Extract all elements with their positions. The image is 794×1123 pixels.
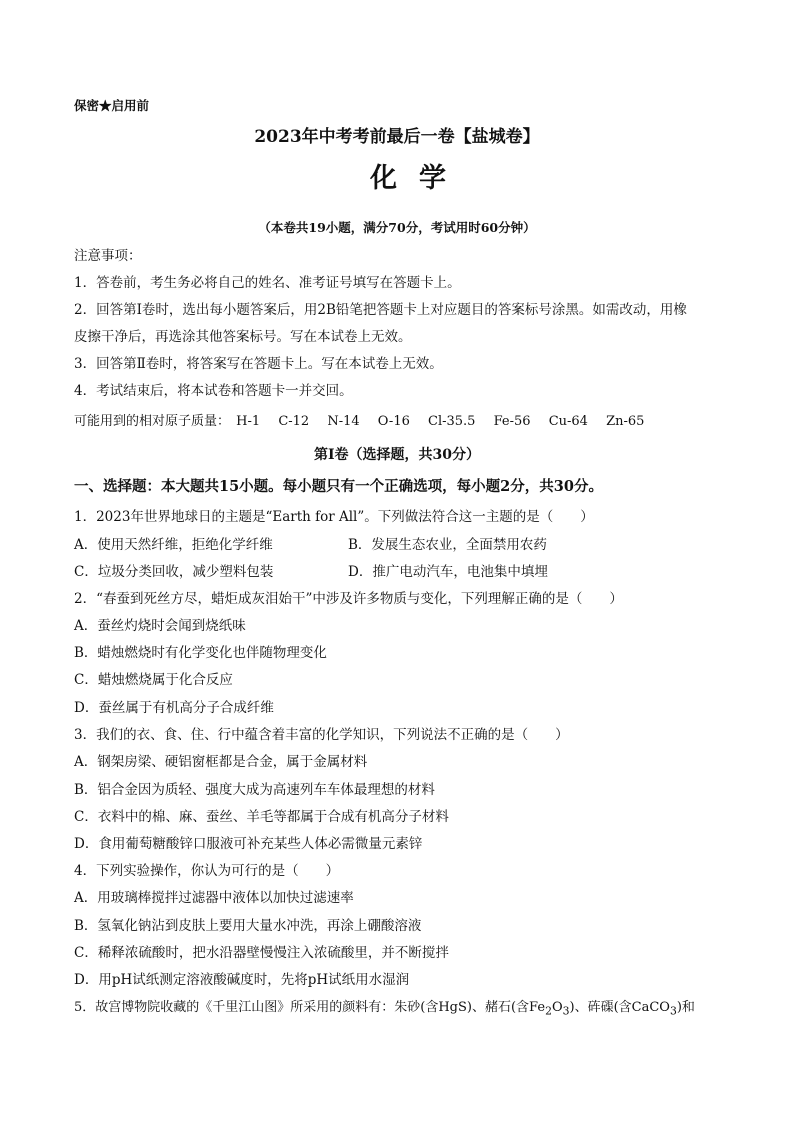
atomic-mass-line	[74, 413, 658, 431]
subscript: 2	[545, 1004, 552, 1018]
question-option: B．发展生态农业，全面禁用农药	[348, 537, 547, 553]
notice-item: 2．回答第Ⅰ卷时，选出每小题答案后，用2B铅笔把答题卡上对应题目的答案标号涂黑。如需改动，用橡	[74, 302, 687, 318]
question-option: D．蚕丝属于有机高分子合成纤维	[74, 700, 274, 716]
question-option: A．钢架房梁、硬铝窗框都是合金，属于金属材料	[74, 754, 368, 770]
atomic-mass-label: 可能用到的相对原子质量：	[74, 414, 231, 429]
stem-text: 5．故宫博物院收藏的《千里江山图》所采用的颜料有：朱砂(含HgS)、赭石(含Fe	[74, 1000, 546, 1015]
section-instruction: 一、选择题：本大题共15小题。每小题只有一个正确选项，每小题2分，共30分。	[74, 478, 603, 495]
stem-text: )、砗磲(含CaCO	[569, 1000, 670, 1015]
question-option: C．衣料中的棉、麻、蚕丝、羊毛等都属于合成有机高分子材料	[74, 809, 449, 825]
notice-heading: 注意事项：	[74, 248, 142, 264]
stem-text: )和	[676, 1000, 695, 1015]
question-option: B．氢氧化钠沾到皮肤上要用大量水冲洗，再涂上硼酸溶液	[74, 918, 422, 934]
atomic-mass-value: N-14	[327, 414, 360, 429]
confidential-label: 保密★启用前	[74, 98, 150, 113]
notice-item: 皮擦干净后，再选涂其他答案标号。写在本试卷上无效。	[74, 329, 412, 345]
notice-item: 4．考试结束后，将本试卷和答题卡一并交回。	[74, 383, 353, 399]
atomic-mass-value: Cl-35.5	[428, 414, 476, 429]
question-option: B．蜡烛燃烧时有化学变化也伴随物理变化	[74, 645, 327, 661]
question-option: D．推广电动汽车，电池集中填埋	[348, 564, 548, 580]
question-stem: 3．我们的衣、食、住、行中蕴含着丰富的化学知识，下列说法不正确的是（ ）	[74, 727, 569, 743]
exam-meta: （本卷共19小题，满分70分，考试用时60分钟）	[258, 220, 536, 235]
notice-item: 1．答卷前，考生务必将自己的姓名、准考证号填写在答题卡上。	[74, 275, 461, 291]
atomic-mass-value: C-12	[278, 414, 310, 429]
question-stem: 1．2023年世界地球日的主题是“Earth for All”。下列做法符合这一主题的是（ ）	[74, 509, 594, 525]
question-option: A．用玻璃棒搅拌过滤器中液体以加快过滤速率	[74, 890, 354, 906]
question-option: C．垃圾分类回收，减少塑料包装	[74, 564, 274, 580]
notice-item: 3．回答第Ⅱ卷时，将答案写在答题卡上。写在本试卷上无效。	[74, 356, 443, 372]
subscript: 3	[562, 1004, 570, 1018]
section-title: 第Ⅰ卷（选择题，共30分）	[313, 447, 481, 463]
question-option: D．食用葡萄糖酸锌口服液可补充某些人体必需微量元素锌	[74, 836, 423, 852]
stem-text: O	[551, 1000, 563, 1015]
question-stem	[74, 999, 695, 1021]
question-option: A．蚕丝灼烧时会闻到烧纸味	[74, 618, 246, 634]
question-option: B．铝合金因为质轻、强度大成为高速列车车体最理想的材料	[74, 782, 435, 798]
subscript: 3	[669, 1004, 677, 1018]
atomic-mass-value: O-16	[377, 414, 410, 429]
question-option: A．使用天然纤维，拒绝化学纤维	[74, 537, 273, 553]
atomic-mass-value: Cu-64	[548, 414, 588, 429]
atomic-mass-value: Fe-56	[493, 414, 531, 429]
question-option: C．蜡烛燃烧属于化合反应	[74, 672, 233, 688]
question-stem: 4．下列实验操作，你认为可行的是（ ）	[74, 863, 340, 879]
question-option: C．稀释浓硫酸时，把水沿器壁慢慢注入浓硫酸里，并不断搅拌	[74, 945, 449, 961]
atomic-mass-value: H-1	[236, 414, 261, 429]
subject-title: 化学	[370, 163, 468, 194]
atomic-mass-value: Zn-65	[606, 414, 645, 429]
question-stem: 2．“春蚕到死丝方尽，蜡炬成灰泪始干”中涉及许多物质与变化，下列理解正确的是（ ）	[74, 591, 623, 607]
question-option: D．用pH试纸测定溶液酸碱度时，先将pH试纸用水湿润	[74, 972, 410, 988]
exam-title: 2023年中考考前最后一卷【盐城卷】	[254, 127, 540, 147]
